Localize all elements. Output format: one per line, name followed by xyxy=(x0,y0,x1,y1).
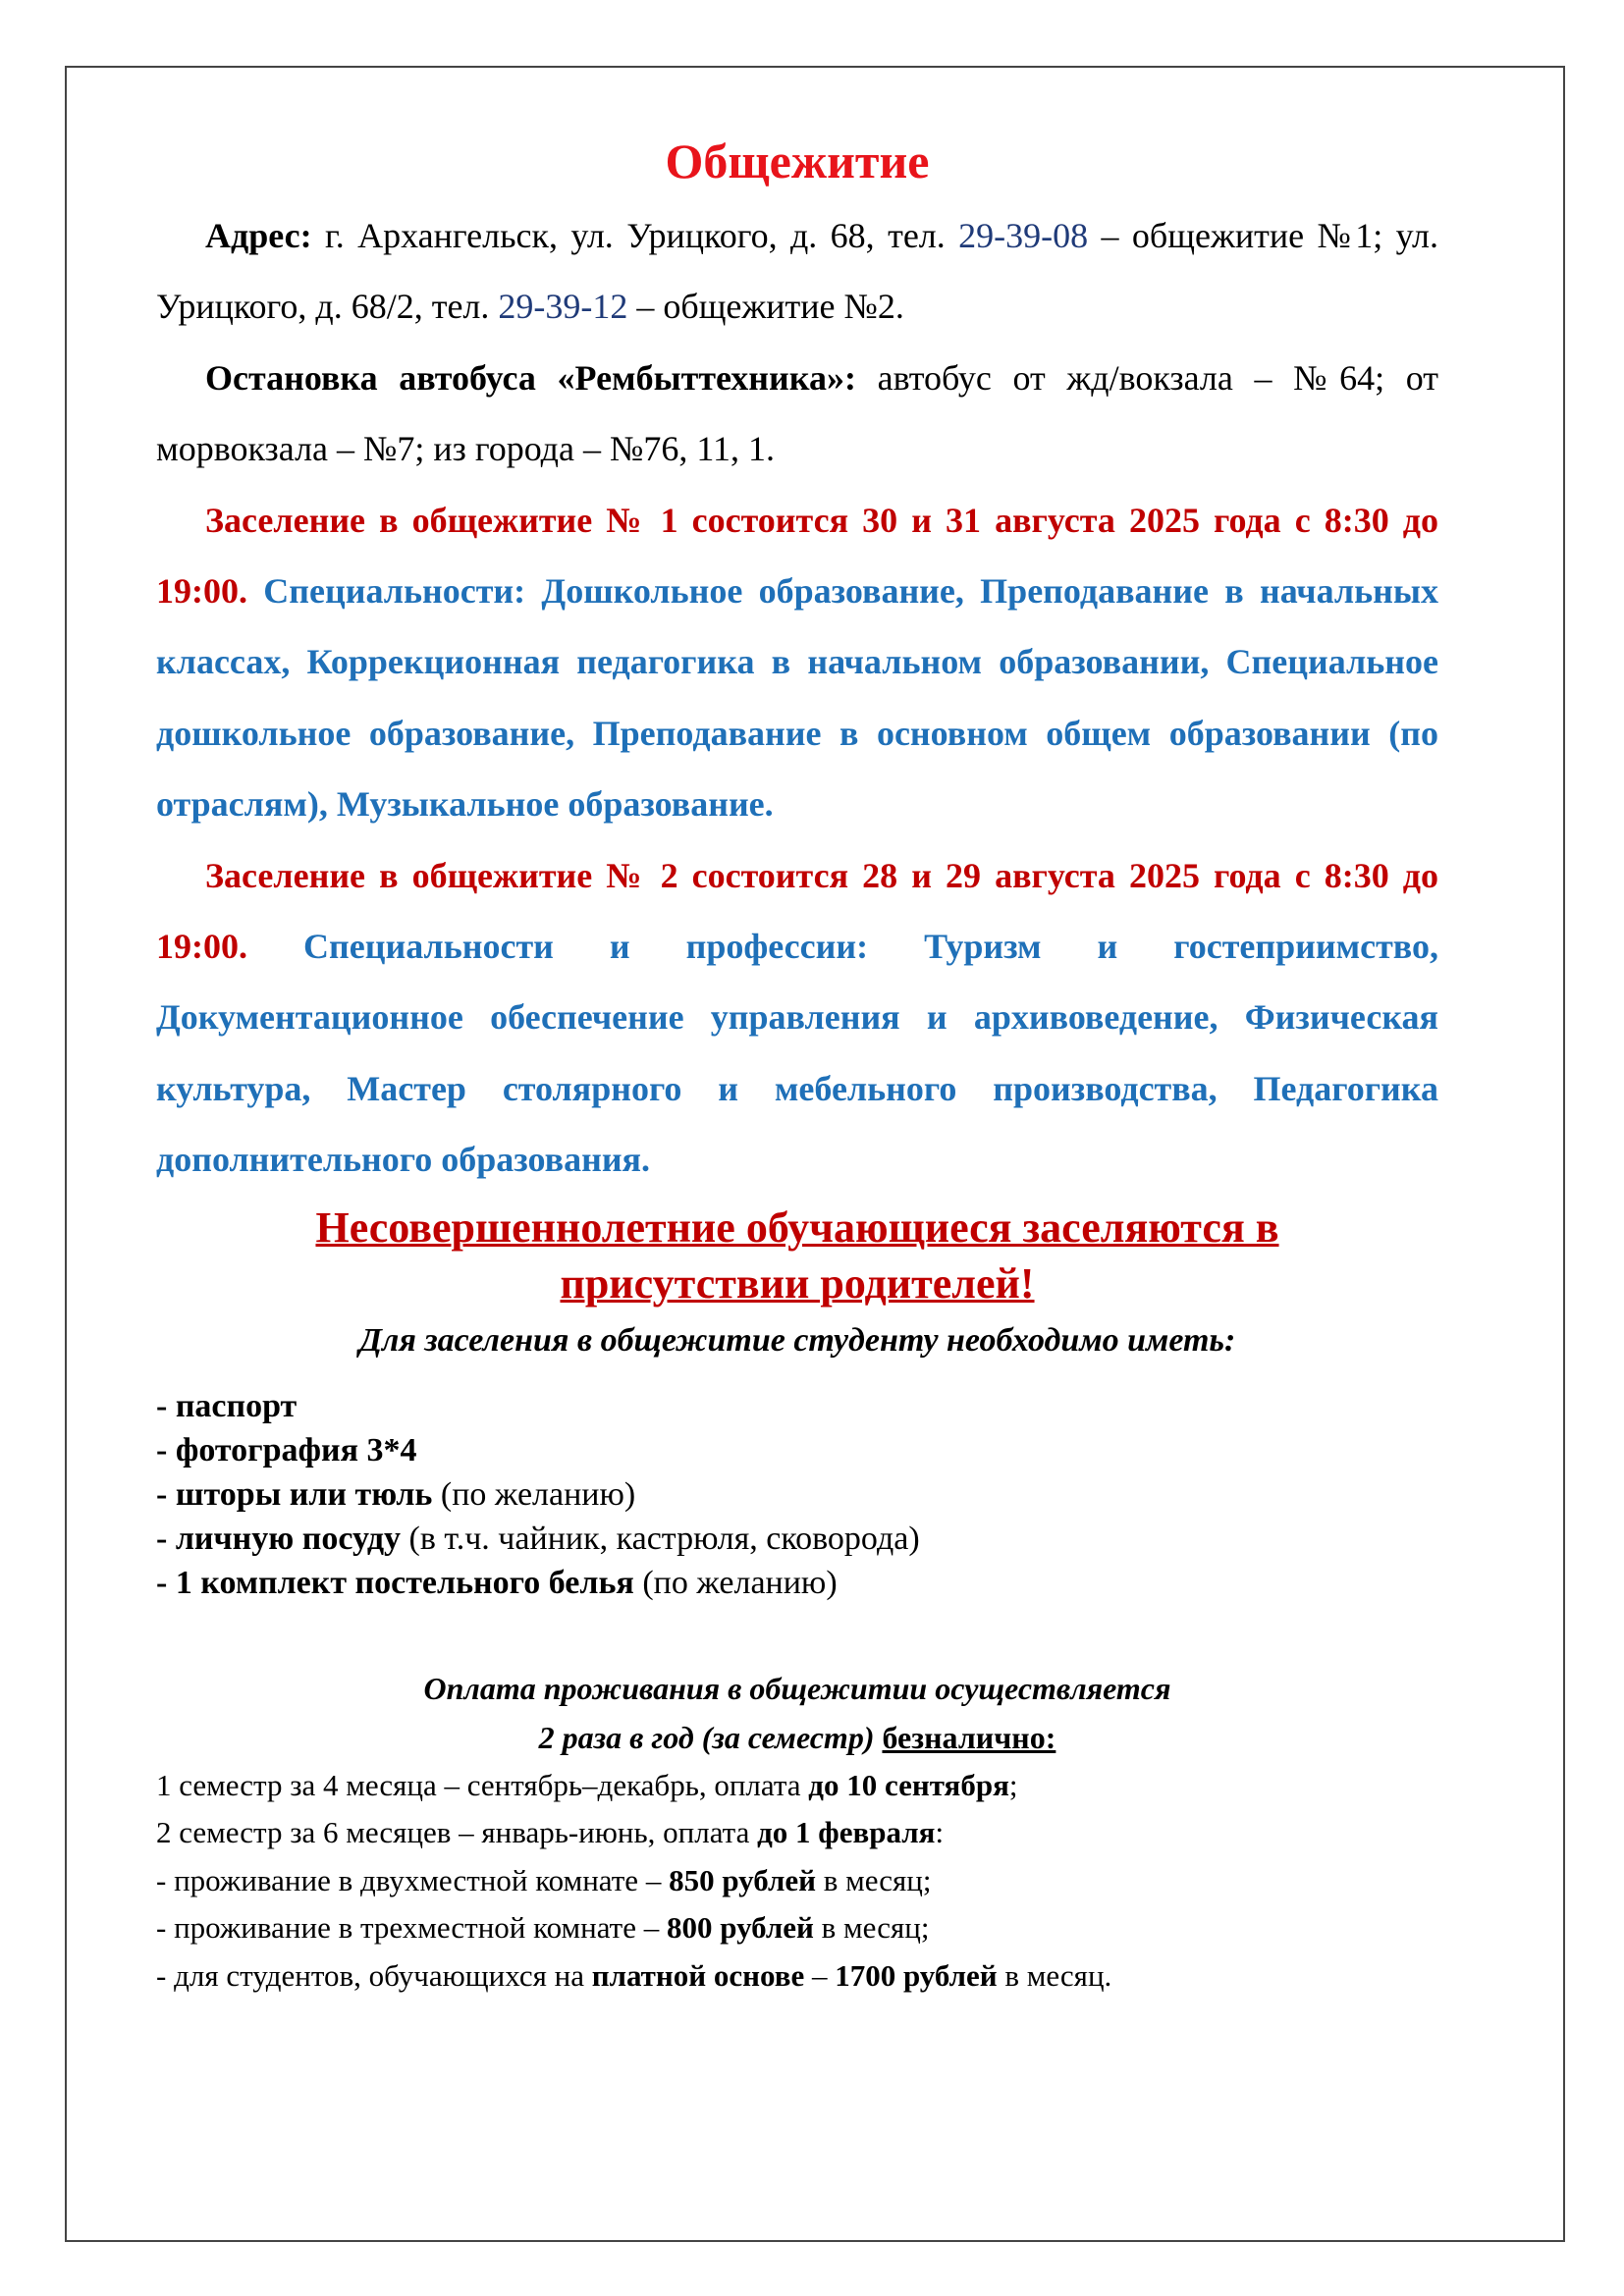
text: - проживание в трехместной комнате – xyxy=(156,1910,667,1946)
text: в месяц. xyxy=(997,1957,1112,1993)
text: ; xyxy=(1008,1767,1018,1802)
payment-heading xyxy=(156,1664,1438,1762)
requirements-list xyxy=(156,1384,1438,1605)
item-note: (по желанию) xyxy=(432,1475,636,1513)
item-name: - личную посуду xyxy=(156,1520,402,1557)
address-text: – общежитие №2. xyxy=(627,287,904,327)
deadline: до 1 февраля xyxy=(757,1815,936,1850)
minors-warning xyxy=(156,1200,1438,1311)
item-name: - фотография 3*4 xyxy=(156,1431,417,1468)
requirements-heading: Для заселения в общежитие студенту необходимо иметь: xyxy=(358,1321,1236,1359)
phone-1: 29-39-08 xyxy=(958,216,1089,255)
text: - для студентов, обучающихся на xyxy=(156,1957,592,1993)
address-text: г. Архангельск, ул. Урицкого, д. 68, тел. xyxy=(311,216,959,255)
list-item xyxy=(156,1472,1438,1517)
address-text: – общежитие №1; ул. Урицкого, д. 68/2, тел. xyxy=(156,216,1438,327)
text: в месяц; xyxy=(816,1862,932,1897)
payment-line xyxy=(156,1809,1438,1857)
page-title: Общежитие xyxy=(665,133,930,188)
payment-heading-line: Оплата проживания в общежитии осуществляется xyxy=(423,1670,1171,1706)
dorm2-specialties: Специальности и профессии: Туризм и гостеприимство, Документационное обеспечение управления и архивоведение, Физическая культура, Мастер столярного и мебельного производства, Педагогика дополнительного образования. xyxy=(156,927,1438,1180)
dorm2-paragraph xyxy=(156,840,1438,1196)
payment-line xyxy=(156,1952,1438,2001)
bus-paragraph xyxy=(156,343,1438,485)
list-item xyxy=(156,1561,1438,1605)
price: 800 рублей xyxy=(667,1910,814,1946)
text: - проживание в двухместной комнате – xyxy=(156,1862,670,1897)
text: 1 семестр за 4 месяца – сентябрь–декабрь, оплата xyxy=(156,1767,809,1802)
payment-line xyxy=(156,1904,1438,1952)
list-item xyxy=(156,1384,1438,1428)
dorm2-schedule: Заселение в общежитие № 2 состоится 28 и 29 августа 2025 года с 8:30 до 19:00. xyxy=(156,855,1438,967)
bus-label: Остановка автобуса «Рембыттехника»: xyxy=(205,357,856,398)
text: : xyxy=(935,1815,945,1850)
payment-line xyxy=(156,1857,1438,1905)
text: 2 семестр за 6 месяцев – январь-июнь, оплата xyxy=(156,1815,758,1850)
bus-text: автобус от жд/вокзала – №64; от морвокзала – №7; из города – №76, 11, 1. xyxy=(156,357,1439,469)
item-name: - шторы или тюль xyxy=(156,1475,433,1513)
paid-basis: платной основе xyxy=(591,1957,805,1993)
payment-method: безналично: xyxy=(882,1719,1056,1755)
dorm1-schedule: Заселение в общежитие № 1 состоится 30 и 31 августа 2025 года с 8:30 до 19:00. xyxy=(156,500,1438,612)
text: – xyxy=(804,1957,836,1993)
payment-line xyxy=(156,1762,1438,1810)
warning-line: Несовершеннолетние обучающиеся заселяются в xyxy=(315,1202,1279,1252)
item-name: - 1 комплект постельного белья xyxy=(156,1564,634,1601)
list-item xyxy=(156,1428,1438,1472)
address-label: Адрес: xyxy=(205,216,312,255)
phone-2: 29-39-12 xyxy=(498,287,628,327)
payment-heading-line: 2 раза в год (за семестр) xyxy=(538,1719,883,1755)
item-note: (в т.ч. чайник, кастрюля, сковорода) xyxy=(401,1520,920,1557)
warning-line: присутствии родителей! xyxy=(560,1258,1035,1308)
address-paragraph xyxy=(156,200,1438,343)
dorm1-paragraph xyxy=(156,485,1438,840)
text: в месяц; xyxy=(813,1910,930,1946)
dorm1-specialties: Специальности: Дошкольное образование, Преподавание в начальных классах, Коррекционная педагогика в начальном образовании, Специальное дошкольное образование, Преподавание в основном общем образовании (по отраслям), Музыкальное образование. xyxy=(156,571,1438,825)
payment-details xyxy=(156,1762,1438,2001)
list-item xyxy=(156,1517,1438,1561)
deadline: до 10 сентября xyxy=(808,1767,1009,1802)
item-name: - паспорт xyxy=(156,1387,298,1424)
item-note: (по желанию) xyxy=(633,1564,838,1601)
price: 1700 рублей xyxy=(835,1957,998,1993)
price: 850 рублей xyxy=(669,1862,816,1897)
